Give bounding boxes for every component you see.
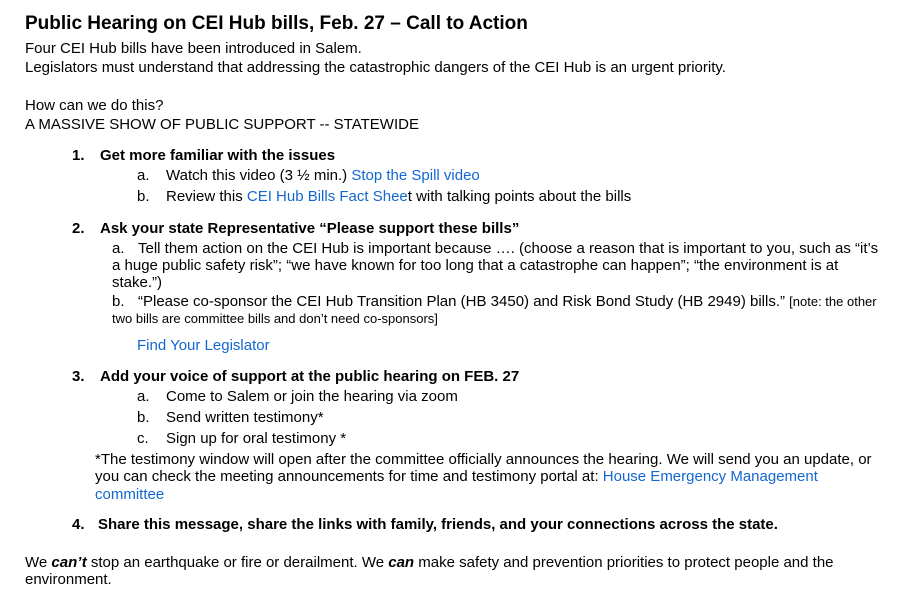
item-1-heading-row bbox=[72, 147, 879, 165]
closing-part-2: stop an earthquake or fire or derailment. We bbox=[86, 554, 389, 572]
item-1a-marker: a. bbox=[137, 167, 150, 184]
item-3c-marker: c. bbox=[137, 429, 149, 447]
howto-question: How can we do this? bbox=[25, 97, 164, 114]
item-2b-text: “Please co-sponsor the CEI Hub Transition Plan (HB 3450) and Risk Bond Study (HB 2949) bills.” bbox=[138, 293, 790, 311]
item-2a-marker: a. bbox=[112, 240, 125, 257]
item-2b-paragraph bbox=[112, 294, 879, 328]
item-3c-row bbox=[137, 428, 879, 449]
list-item-1 bbox=[25, 147, 879, 207]
item-3a-marker: a. bbox=[137, 387, 150, 405]
item-3c-text: Sign up for oral testimony * bbox=[166, 429, 347, 447]
item-3b-marker: b. bbox=[137, 408, 150, 426]
testimony-footnote bbox=[95, 451, 879, 504]
item-4-paragraph bbox=[72, 516, 872, 533]
fact-sheet-link[interactable]: CEI Hub Bills Fact Shee bbox=[246, 188, 408, 205]
item-3-heading-row bbox=[72, 368, 879, 386]
intro-section bbox=[25, 39, 879, 77]
list-item-3 bbox=[25, 368, 879, 504]
intro-line-1: Four CEI Hub bills have been introduced in Salem. bbox=[25, 40, 362, 57]
item-2-heading-row bbox=[72, 220, 879, 238]
find-your-legislator-link[interactable]: Find Your Legislator bbox=[137, 336, 270, 354]
item-4-number: 4. bbox=[72, 516, 85, 534]
item-2-number: 2. bbox=[72, 220, 85, 237]
item-2a-text: Tell them action on the CEI Hub is important because …. (choose a reason that is important to you, such as “it’s a huge public safety risk”; “we have known for too long that a catastrophe can happen”; “the environment is at stake.”) bbox=[112, 240, 879, 291]
item-1b-text-after: t with talking points about the bills bbox=[407, 188, 632, 205]
item-2a-paragraph bbox=[112, 241, 879, 291]
item-3-number: 3. bbox=[72, 367, 85, 385]
item-1b-text-before: Review this bbox=[166, 188, 247, 205]
item-3a-text: Come to Salem or join the hearing via zoom bbox=[166, 387, 458, 405]
testimony-footnote-text: *The testimony window will open after the committee officially announces the hearing. We will send you an update, or you can check the meeting announcements for time and testimony portal at: bbox=[95, 450, 872, 486]
house-emergency-management-committee-link[interactable]: House Emergency Management committee bbox=[95, 468, 818, 503]
item-1b-row bbox=[137, 186, 879, 207]
closing-paragraph bbox=[25, 554, 879, 588]
item-2b-marker: b. bbox=[112, 293, 125, 311]
item-3b-row bbox=[137, 407, 879, 428]
item-1-heading: Get more familiar with the issues bbox=[100, 147, 336, 164]
item-1a-text-plain: Watch this video (3 ½ min.) bbox=[166, 167, 352, 184]
item-1b-marker: b. bbox=[137, 188, 150, 205]
item-2b-note: [note: the other two bills are committee bills and don’t need co-sponsors] bbox=[112, 294, 877, 327]
stop-the-spill-video-link[interactable]: Stop the Spill video bbox=[351, 167, 480, 184]
item-3-heading: Add your voice of support at the public hearing on FEB. 27 bbox=[100, 367, 520, 385]
item-1a-text bbox=[166, 165, 480, 186]
item-4-heading: Share this message, share the links with family, friends, and your connections across the state. bbox=[98, 516, 778, 534]
item-1b-text bbox=[166, 186, 631, 207]
list-item-2 bbox=[25, 220, 879, 355]
item-2-heading: Ask your state Representative “Please support these bills” bbox=[100, 220, 520, 237]
closing-emphasis-can: can bbox=[388, 554, 415, 572]
item-3b-text: Send written testimony* bbox=[166, 408, 324, 426]
item-1a-row bbox=[137, 165, 879, 186]
closing-part-1: We bbox=[25, 554, 52, 572]
closing-emphasis-cant: can’t bbox=[51, 554, 87, 572]
find-your-legislator-row bbox=[137, 336, 879, 355]
intro-line-2: Legislators must understand that addressing the catastrophic dangers of the CEI Hub is an urgent priority. bbox=[25, 59, 726, 76]
list-item-4 bbox=[25, 516, 879, 533]
closing-part-3: make safety and prevention priorities to protect people and the environment. bbox=[25, 554, 834, 589]
howto-section bbox=[25, 96, 879, 134]
item-3a-row bbox=[137, 386, 879, 407]
howto-answer: A MASSIVE SHOW OF PUBLIC SUPPORT -- STATEWIDE bbox=[25, 116, 419, 133]
page-title: Public Hearing on CEI Hub bills, Feb. 27 – Call to Action bbox=[25, 13, 528, 34]
item-1-number: 1. bbox=[72, 147, 85, 164]
